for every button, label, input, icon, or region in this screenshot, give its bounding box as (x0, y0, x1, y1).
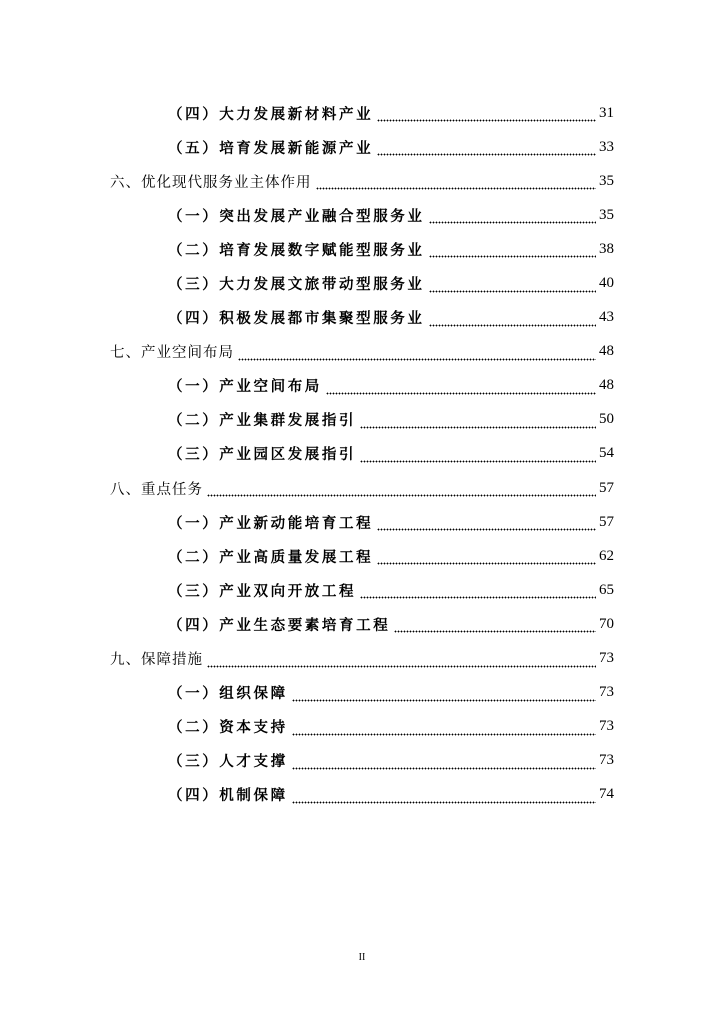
dot-leader (292, 724, 596, 736)
dot-leader (316, 178, 597, 190)
toc-chapter-entry[interactable] (110, 642, 614, 676)
dot-leader (377, 144, 596, 156)
toc-section-entry[interactable] (110, 676, 614, 710)
dot-leader (360, 417, 596, 429)
toc-entry-title: 七、产业空间布局 (110, 345, 234, 362)
toc-entry-page-number: 65 (599, 581, 614, 598)
dot-leader (429, 212, 597, 224)
toc-entry-title: 六、优化现代服务业主体作用 (110, 174, 312, 191)
dot-leader (292, 792, 596, 804)
dot-leader (377, 553, 596, 565)
toc-section-entry[interactable] (110, 539, 614, 573)
dot-leader (377, 519, 596, 531)
dot-leader (394, 621, 596, 633)
dot-leader (207, 656, 596, 668)
toc-section-entry[interactable] (110, 744, 614, 778)
toc-entry-title: （二）产业集群发展指引 (168, 412, 357, 430)
toc-entry-page-number: 48 (599, 343, 614, 360)
dot-leader (326, 383, 596, 395)
toc-entry-title: （四）大力发展新材料产业 (168, 105, 374, 123)
toc-entry-title: （四）积极发展都市集聚型服务业 (168, 310, 425, 328)
toc-section-entry[interactable] (110, 96, 614, 130)
toc-entry-title: （五）培育发展新能源产业 (168, 139, 374, 157)
toc-section-entry[interactable] (110, 130, 614, 164)
toc-entry-page-number: 35 (599, 172, 614, 189)
toc-entry-title: （二）培育发展数字赋能型服务业 (168, 241, 425, 259)
toc-section-entry[interactable] (110, 369, 614, 403)
page-number: II (358, 952, 366, 963)
toc-entry-title: （三）大力发展文旅带动型服务业 (168, 276, 425, 294)
toc-entry-title: （四）机制保障 (168, 787, 288, 805)
toc-entry-page-number: 57 (599, 479, 614, 496)
dot-leader (360, 587, 596, 599)
toc-entry-page-number: 40 (599, 275, 614, 292)
toc-entry-page-number: 43 (599, 309, 614, 326)
toc-entry-title: （二）资本支持 (168, 719, 288, 737)
dot-leader (360, 451, 596, 463)
toc-entry-page-number: 73 (599, 684, 614, 701)
toc-entry-title: （三）产业园区发展指引 (168, 446, 357, 464)
toc-section-entry[interactable] (110, 505, 614, 539)
toc-chapter-entry[interactable] (110, 471, 614, 505)
dot-leader (429, 246, 597, 258)
dot-leader (429, 315, 597, 327)
toc-entry-title: 八、重点任务 (110, 481, 203, 498)
dot-leader (238, 349, 596, 361)
toc-entry-page-number: 73 (599, 718, 614, 735)
toc-entry-page-number: 35 (599, 206, 614, 223)
toc-entry-title: （三）人才支撑 (168, 753, 288, 771)
toc-entry-title: （二）产业高质量发展工程 (168, 548, 374, 566)
toc-chapter-entry[interactable] (110, 335, 614, 369)
toc-section-entry[interactable] (110, 710, 614, 744)
dot-leader (292, 758, 596, 770)
toc-section-entry[interactable] (110, 403, 614, 437)
toc-entry-title: （四）产业生态要素培育工程 (168, 616, 391, 634)
toc-section-entry[interactable] (110, 198, 614, 232)
toc-entry-page-number: 31 (599, 104, 614, 121)
toc-section-entry[interactable] (110, 232, 614, 266)
toc-section-entry[interactable] (110, 778, 614, 812)
toc-entry-page-number: 74 (599, 786, 614, 803)
table-of-contents (110, 96, 614, 812)
toc-entry-page-number: 70 (599, 615, 614, 632)
toc-entry-page-number: 62 (599, 547, 614, 564)
toc-entry-title: （一）产业空间布局 (168, 378, 322, 396)
toc-section-entry[interactable] (110, 607, 614, 641)
toc-entry-page-number: 73 (599, 650, 614, 667)
toc-entry-page-number: 48 (599, 377, 614, 394)
dot-leader (429, 281, 597, 293)
toc-entry-title: （一）突出发展产业融合型服务业 (168, 207, 425, 225)
toc-entry-page-number: 50 (599, 411, 614, 428)
toc-entry-page-number: 38 (599, 240, 614, 257)
toc-section-entry[interactable] (110, 573, 614, 607)
toc-section-entry[interactable] (110, 301, 614, 335)
toc-entry-page-number: 73 (599, 752, 614, 769)
toc-entry-title: （一）组织保障 (168, 685, 288, 703)
toc-entry-page-number: 54 (599, 445, 614, 462)
toc-entry-page-number: 57 (599, 513, 614, 530)
toc-chapter-entry[interactable] (110, 164, 614, 198)
toc-section-entry[interactable] (110, 266, 614, 300)
toc-section-entry[interactable] (110, 437, 614, 471)
toc-entry-title: （一）产业新动能培育工程 (168, 514, 374, 532)
dot-leader (292, 690, 596, 702)
toc-entry-title: 九、保障措施 (110, 652, 203, 669)
toc-entry-page-number: 33 (599, 138, 614, 155)
toc-entry-title: （三）产业双向开放工程 (168, 582, 357, 600)
dot-leader (207, 485, 596, 497)
dot-leader (377, 110, 596, 122)
